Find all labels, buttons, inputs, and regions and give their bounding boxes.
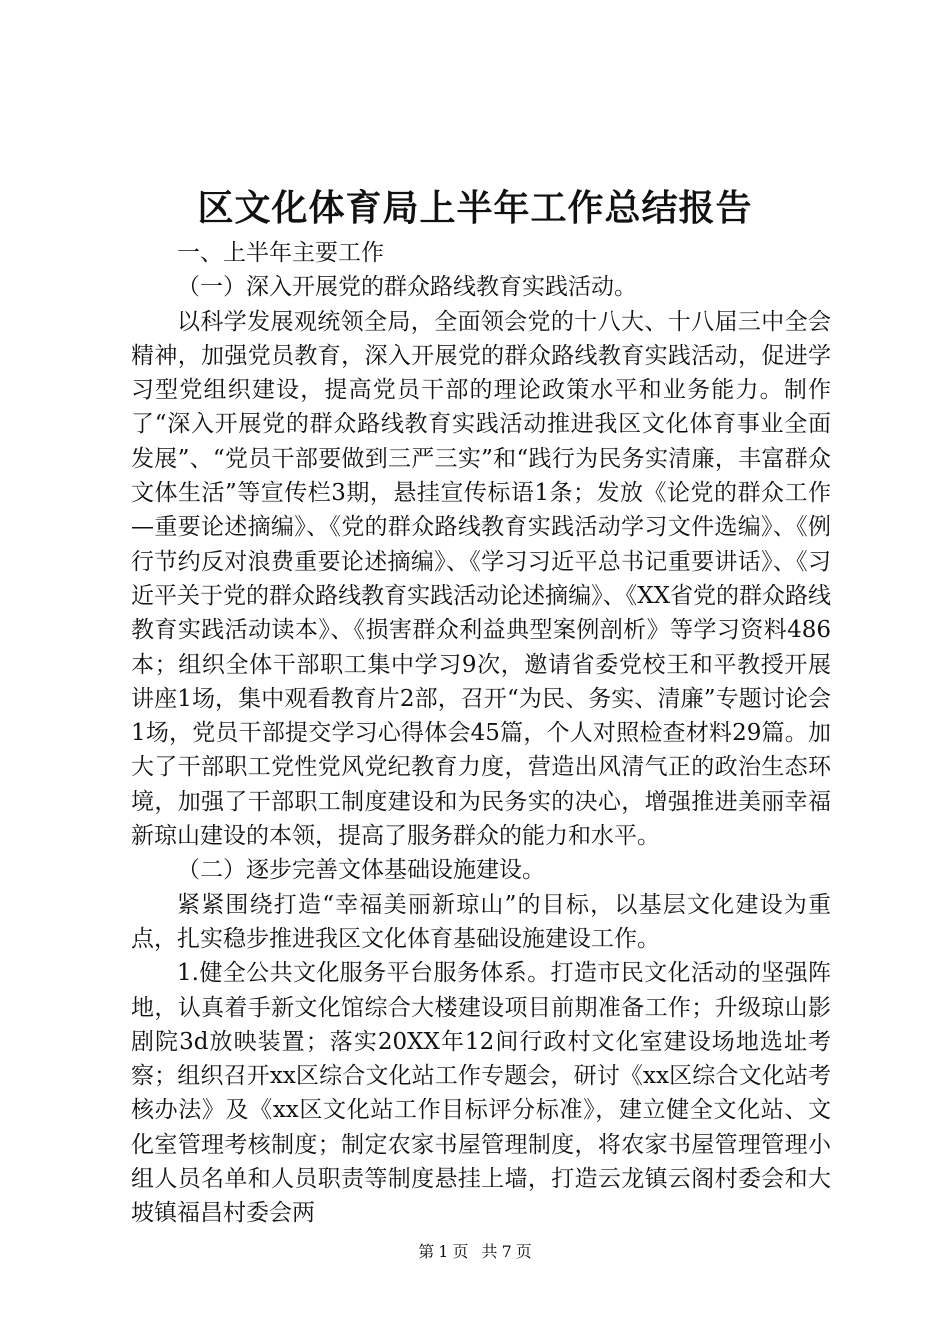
page-total [480, 1242, 534, 1261]
document-body [131, 236, 831, 1231]
page-footer [0, 1240, 950, 1264]
page-label: 页 [452, 1242, 469, 1261]
page-prefix: 第 [418, 1242, 435, 1261]
total-prefix: 共 [481, 1242, 498, 1261]
section-heading-1: 一、上半年主要工作 [177, 240, 384, 266]
body-paragraph: 紧紧围绕打造“幸福美丽新琼山”的目标，以基层文化建设为重点，扎实稳步推进我区文化体育基础设施建设工作。 [131, 891, 831, 952]
document-title: 区文化体育局上半年工作总结报告 [197, 187, 753, 229]
total-value: 7 [501, 1242, 512, 1261]
page-current: 1 [438, 1242, 449, 1261]
subsection-heading-2: （二）逐步完善文体基础设施建设。 [177, 857, 545, 884]
subsection-heading-1: （一）深入开展党的群众路线教育实践活动。 [177, 274, 637, 301]
body-paragraph: 以科学发展观统领全局，全面领会党的十八大、十八届三中全会精神，加强党员教育，深入开展党的群众路线教育实践活动，促进学习型党组织建设，提高党员干部的理论政策水平和业务能力。制作了“深入开展党的群众路线教育实践活动推进我区文化体育事业全面发展”、“党员干部要做到三严三实”和“践行为民务实清廉，丰富群众文体生活”等宣传栏3期，悬挂宣传标语1条；发放《论党的群众工作—重要论述摘编》、《党的群众路线教育实践活动学习文件选编》、《例行节约反对浪费重要论述摘编》、《学习习近平总书记重要讲话》、《习近平关于党的群众路线教育实践活动论述摘编》、《XX省党的群众路线教育实践活动读本》、《损害群众利益典型案例剖析》等学习资料486本；组织全体干部职工集中学习9次，邀请省委党校王和平教授开展讲座1场，集中观看教育片2部，召开“为民、务实、清廉”专题讨论会1场，党员干部提交学习心得体会45篇，个人对照检查材料29篇。加大了干部职工党性党风党纪教育力度，营造出风清气正的政治生态环境，加强了干部职工制度建设和为民务实的决心，增强推进美丽幸福新琼山建设的本领，提高了服务群众的能力和水平。 [131, 308, 831, 850]
total-suffix: 页 [515, 1242, 532, 1261]
body-paragraph: 1.健全公共文化服务平台服务体系。打造市民文化活动的坚强阵地，认真着手新文化馆综合大楼建设项目前期准备工作；升级琼山影剧院3d放映装置；落实20XX年12间行政村文化室建设场地选址考察；组织召开xx区综合文化站工作专题会，研讨《xx区综合文化站考核办法》及《xx区文化站工作目标评分标准》，建立健全文化站、文化室管理考核制度；制定农家书屋管理制度，将农家书屋管理管理小组人员名单和人员职责等制度悬挂上墙，打造云龙镇云阁村委会和大坡镇福昌村委会两 [131, 960, 831, 1227]
page-number [416, 1242, 470, 1261]
